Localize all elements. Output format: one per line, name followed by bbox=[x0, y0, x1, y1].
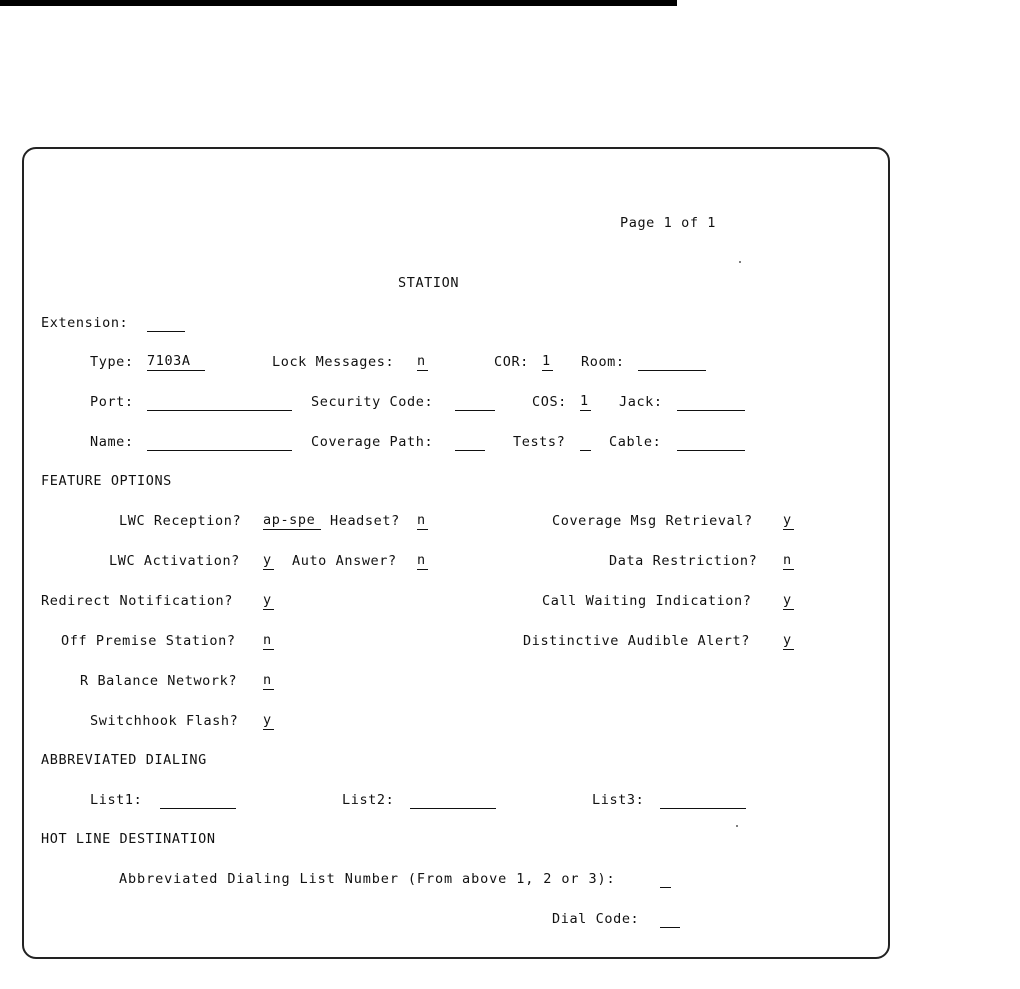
type-label: Type: bbox=[90, 354, 134, 370]
tests-field[interactable] bbox=[580, 433, 591, 451]
data-restriction-field[interactable]: n bbox=[783, 552, 794, 570]
coverage-path-field[interactable] bbox=[455, 433, 485, 451]
switchhook-flash-field[interactable]: y bbox=[263, 712, 274, 730]
form-title: STATION bbox=[398, 275, 460, 291]
cos-field[interactable]: 1 bbox=[580, 393, 591, 411]
list1-label: List1: bbox=[90, 792, 143, 808]
list3-label: List3: bbox=[592, 792, 645, 808]
headset-label: Headset? bbox=[330, 513, 400, 529]
hot-line-heading: HOT LINE DESTINATION bbox=[41, 831, 216, 847]
redirect-notification-field[interactable]: y bbox=[263, 592, 274, 610]
ad-list-number-field[interactable] bbox=[660, 870, 671, 888]
cable-label: Cable: bbox=[609, 434, 662, 450]
name-field[interactable] bbox=[147, 433, 292, 451]
cor-label: COR: bbox=[494, 354, 529, 370]
tests-label: Tests? bbox=[513, 434, 566, 450]
auto-answer-field[interactable]: n bbox=[417, 552, 428, 570]
call-waiting-indication-label: Call Waiting Indication? bbox=[542, 593, 752, 609]
type-field[interactable]: 7103A bbox=[147, 353, 205, 371]
ad-list-number-label: Abbreviated Dialing List Number (From above 1, 2 or 3): bbox=[119, 871, 616, 887]
list1-field[interactable] bbox=[160, 791, 236, 809]
extension-field[interactable] bbox=[147, 314, 185, 332]
distinctive-audible-alert-field[interactable]: y bbox=[783, 632, 794, 650]
coverage-msg-retrieval-field[interactable]: y bbox=[783, 512, 794, 530]
off-premise-station-label: Off Premise Station? bbox=[61, 633, 236, 649]
port-label: Port: bbox=[90, 394, 134, 410]
coverage-msg-retrieval-label: Coverage Msg Retrieval? bbox=[552, 513, 753, 529]
screen-speck bbox=[739, 261, 741, 263]
jack-label: Jack: bbox=[619, 394, 663, 410]
dial-code-field[interactable] bbox=[660, 910, 680, 928]
list2-field[interactable] bbox=[410, 791, 496, 809]
list2-label: List2: bbox=[342, 792, 395, 808]
coverage-path-label: Coverage Path: bbox=[311, 434, 434, 450]
room-field[interactable] bbox=[638, 353, 706, 371]
port-field[interactable] bbox=[147, 393, 292, 411]
data-restriction-label: Data Restriction? bbox=[609, 553, 758, 569]
security-code-field[interactable] bbox=[455, 393, 495, 411]
cos-label: COS: bbox=[532, 394, 567, 410]
headset-field[interactable]: n bbox=[417, 512, 428, 530]
name-label: Name: bbox=[90, 434, 134, 450]
dial-code-label: Dial Code: bbox=[552, 911, 640, 927]
abbreviated-dialing-heading: ABBREVIATED DIALING bbox=[41, 752, 207, 768]
top-rule bbox=[0, 0, 677, 6]
r-balance-network-label: R Balance Network? bbox=[80, 673, 238, 689]
lock-messages-label: Lock Messages: bbox=[272, 354, 395, 370]
lwc-activation-label: LWC Activation? bbox=[109, 553, 240, 569]
cable-field[interactable] bbox=[677, 433, 745, 451]
list3-field[interactable] bbox=[660, 791, 746, 809]
room-label: Room: bbox=[581, 354, 625, 370]
redirect-notification-label: Redirect Notification? bbox=[41, 593, 234, 609]
distinctive-audible-alert-label: Distinctive Audible Alert? bbox=[523, 633, 750, 649]
lwc-reception-label: LWC Reception? bbox=[119, 513, 242, 529]
cor-field[interactable]: 1 bbox=[542, 353, 553, 371]
screen-speck bbox=[736, 825, 738, 827]
lwc-activation-field[interactable]: y bbox=[263, 552, 274, 570]
r-balance-network-field[interactable]: n bbox=[263, 672, 274, 690]
auto-answer-label: Auto Answer? bbox=[292, 553, 397, 569]
jack-field[interactable] bbox=[677, 393, 745, 411]
station-form-screen bbox=[22, 147, 890, 959]
feature-options-heading: FEATURE OPTIONS bbox=[41, 473, 172, 489]
lwc-reception-field[interactable]: ap-spe bbox=[263, 512, 321, 530]
switchhook-flash-label: Switchhook Flash? bbox=[90, 713, 239, 729]
extension-label: Extension: bbox=[41, 315, 129, 331]
call-waiting-indication-field[interactable]: y bbox=[783, 592, 794, 610]
page-indicator: Page 1 of 1 bbox=[620, 215, 717, 231]
off-premise-station-field[interactable]: n bbox=[263, 632, 274, 650]
security-code-label: Security Code: bbox=[311, 394, 434, 410]
lock-messages-field[interactable]: n bbox=[417, 353, 428, 371]
